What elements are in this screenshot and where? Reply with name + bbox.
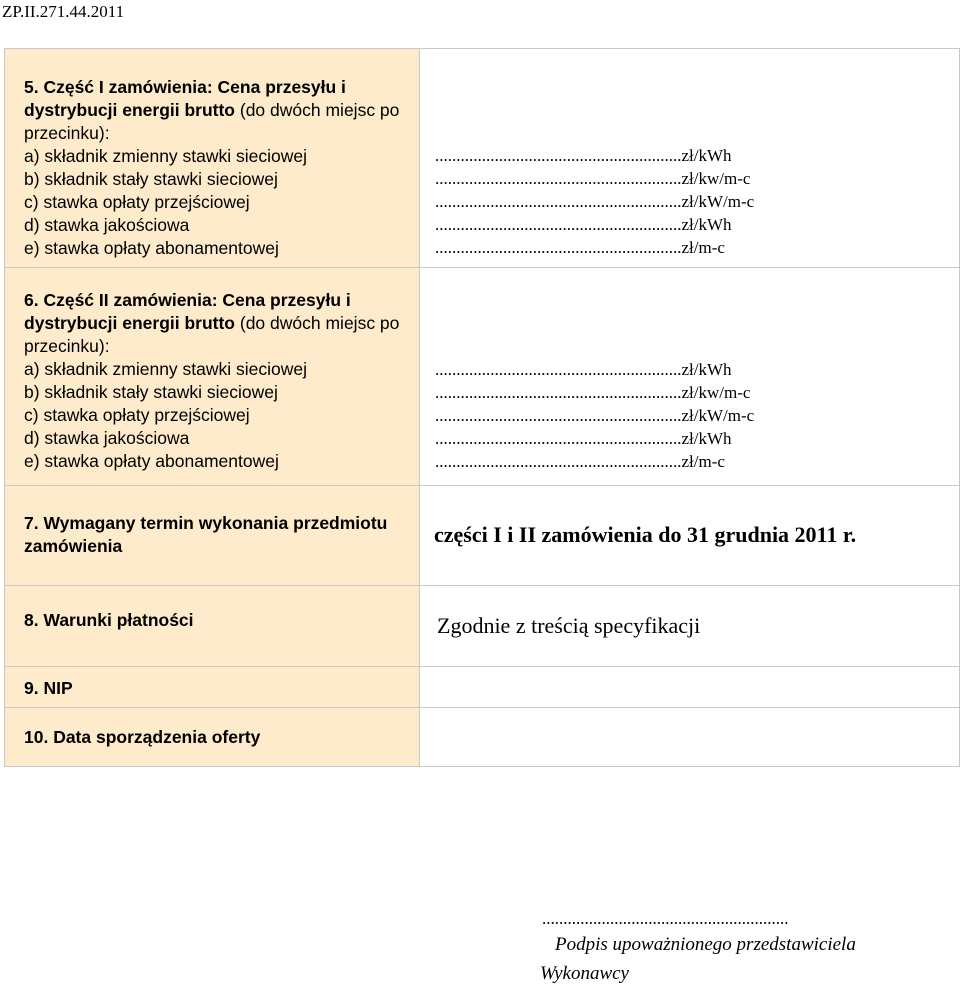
- nip-value-cell: [420, 667, 960, 708]
- section-9-label-cell: [5, 667, 420, 708]
- section-5-value-cell: [420, 49, 960, 268]
- section-7-label-cell: [5, 486, 420, 586]
- section-6-row: [5, 268, 960, 486]
- section-5-item-b: b) składnik stały stawki sieciowej: [24, 169, 278, 189]
- section-8-value-cell: [420, 586, 960, 667]
- section-8-label-cell: [5, 586, 420, 667]
- section-6-value-a: ..........................................................zł/kWh: [435, 360, 732, 379]
- section-5-value-a: ..........................................................zł/kWh: [435, 146, 732, 165]
- section-5-title-suffix: (do dwóch miejsc po przecinku):: [24, 100, 400, 143]
- section-6-title: 6. Część II zamówienia: Cena przesyłu i dystrybucji energii brutto: [24, 290, 351, 333]
- section-6-value-d: ..........................................................zł/kWh: [435, 429, 732, 448]
- section-8-row: [5, 586, 960, 667]
- section-5-item-a: a) składnik zmienny stawki sieciowej: [24, 146, 308, 166]
- section-5-row: [5, 49, 960, 268]
- section-6-label-cell: [5, 268, 420, 486]
- signature-line-2: Wykonawcy: [540, 963, 629, 984]
- section-5-title: 5. Część I zamówienia: Cena przesyłu i dystrybucji energii brutto: [24, 77, 346, 120]
- section-7-value-cell: [420, 486, 960, 586]
- payment-value: Zgodnie z treścią specyfikacji: [437, 613, 701, 638]
- section-7-row: [5, 486, 960, 586]
- section-5-value-c: ..........................................................zł/kW/m-c: [435, 192, 755, 211]
- section-5-item-c: c) stawka opłaty przejściowej: [24, 192, 250, 212]
- section-6-item-a: a) składnik zmienny stawki sieciowej: [24, 359, 308, 379]
- signature-line-1: Podpis upoważnionego przedstawiciela: [555, 934, 856, 955]
- signature-block: [540, 908, 856, 988]
- section-5-item-d: d) stawka jakościowa: [24, 215, 190, 235]
- section-6-item-c: c) stawka opłaty przejściowej: [24, 405, 250, 425]
- section-6-value-e: ..........................................................zł/m-c: [435, 452, 725, 471]
- section-5-value-e: ..........................................................zł/m-c: [435, 238, 725, 257]
- payment-label: 8. Warunki płatności: [24, 610, 194, 630]
- section-5-value-b: ..........................................................zł/kw/m-c: [435, 169, 751, 188]
- date-value-cell: [420, 708, 960, 767]
- section-5-label-cell: [5, 49, 420, 268]
- section-6-value-b: ..........................................................zł/kw/m-c: [435, 383, 751, 402]
- section-10-label-cell: [5, 708, 420, 767]
- section-6-title-suffix: (do dwóch miejsc po przecinku):: [24, 313, 400, 356]
- section-6-value-c: ..........................................................zł/kW/m-c: [435, 406, 755, 425]
- signature-dots: ..........................................................: [542, 909, 789, 928]
- date-label: 10. Data sporządzenia oferty: [24, 727, 261, 747]
- section-6-value-cell: [420, 268, 960, 486]
- section-5-value-d: ..........................................................zł/kWh: [435, 215, 732, 234]
- section-6-item-b: b) składnik stały stawki sieciowej: [24, 382, 278, 402]
- section-9-row: [5, 667, 960, 708]
- section-6-item-e: e) stawka opłaty abonamentowej: [24, 451, 279, 471]
- nip-label: 9. NIP: [24, 678, 73, 698]
- section-5-item-e: e) stawka opłaty abonamentowej: [24, 238, 279, 258]
- term-value: części I i II zamówienia do 31 grudnia 2011 r.: [434, 522, 857, 547]
- section-10-row: [5, 708, 960, 767]
- offer-form-table: [4, 48, 960, 767]
- document-reference: ZP.II.271.44.2011: [2, 2, 125, 21]
- term-label: 7. Wymagany termin wykonania przedmiotu zamówienia: [24, 513, 388, 556]
- section-6-item-d: d) stawka jakościowa: [24, 428, 190, 448]
